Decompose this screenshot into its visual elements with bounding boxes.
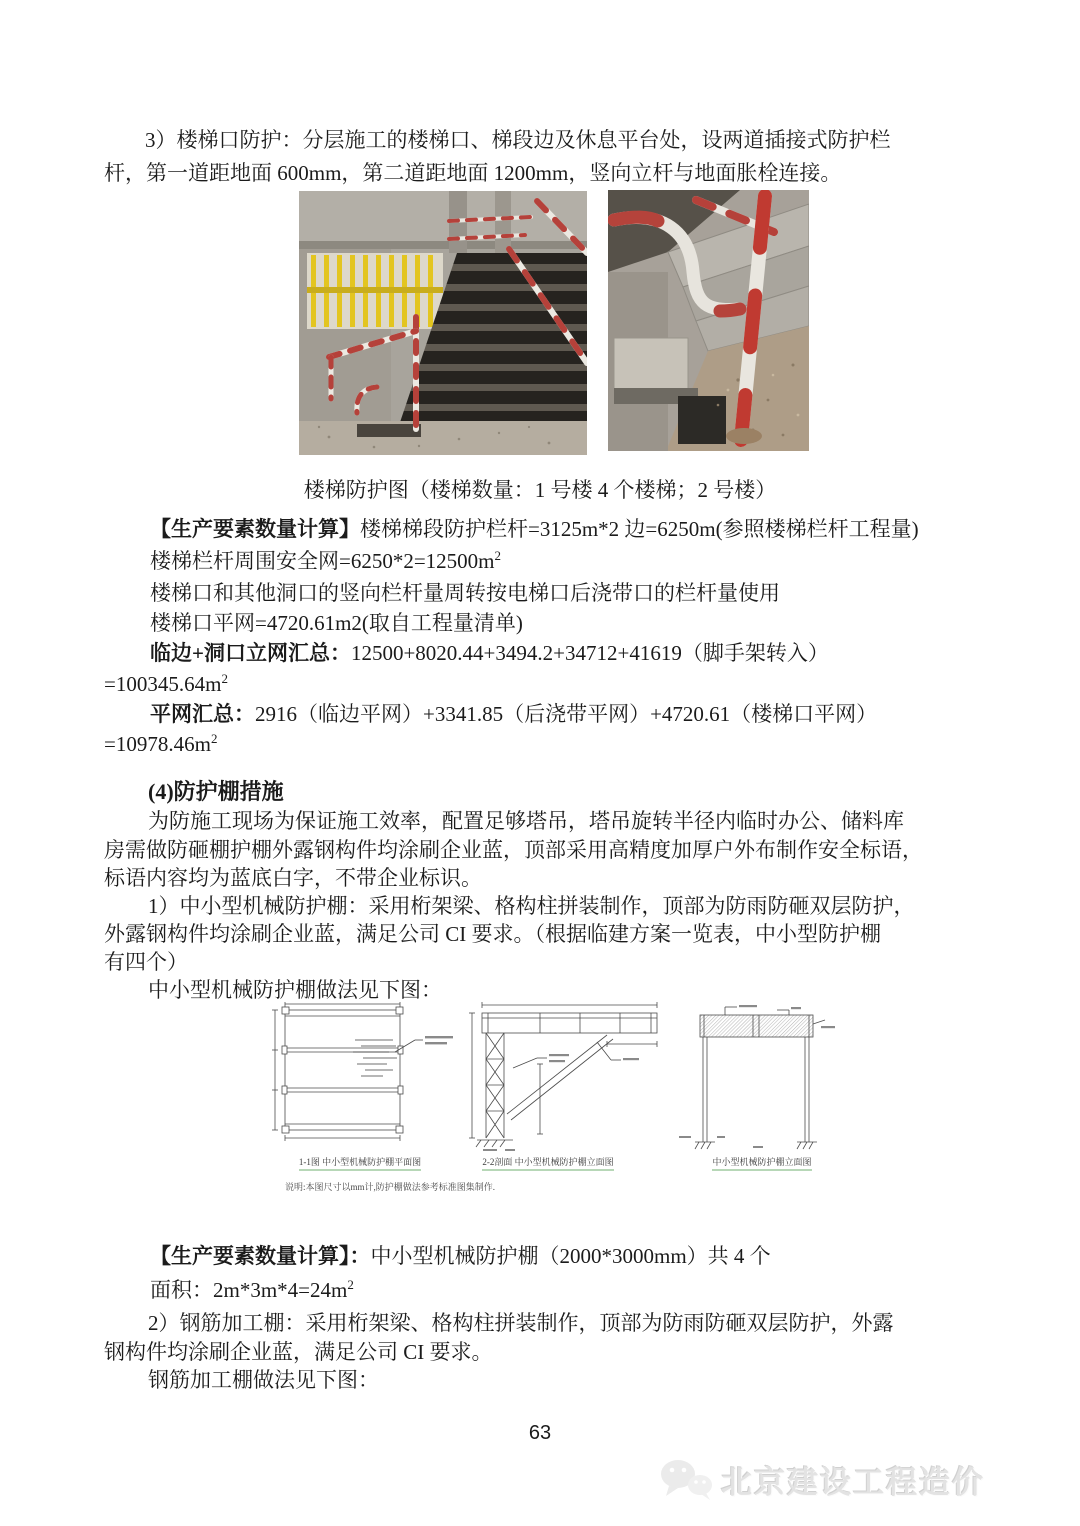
calc-line-edge-sum: 临边+洞口立网汇总：12500+8020.44+3494.2+34712+41619（脚手架转入） (150, 641, 829, 665)
area-line: 面积：$2m*3m*4=24m^2$ (150, 1277, 354, 1302)
calc-line-flat-total: $=10978.46m^2$ (104, 731, 218, 756)
superscript-2: 2 (221, 671, 228, 686)
watermark-text: 北京建设工程造价 (721, 1464, 985, 1500)
calc-line-flat-net: 楼梯口平网=4720.61m2(取自工程量清单) (150, 611, 523, 635)
shed-item1-line1: 1）中小型机械防护棚：采用桁架梁、格构柱拼装制作，顶部为防雨防砸双层防护， (148, 894, 915, 918)
superscript-2: 2 (347, 1277, 354, 1292)
shed-item2-line1: 2）钢筋加工棚：采用桁架梁、格构柱拼装制作，顶部为防雨防砸双层防护，外露 (148, 1311, 894, 1335)
superscript-2: 2 (494, 548, 502, 563)
page-number: 63 (528, 1422, 552, 1444)
section-heading: (4)防护棚措施 (148, 779, 284, 804)
shed-drawings (255, 1002, 835, 1159)
calc-line-flat-sum: 平网汇总：2916（临边平网）+3341.85（后浇带平网）+4720.61（楼梯口平网） (150, 702, 878, 726)
calc2-line: 【生产要素数量计算】：中小型机械防护棚（2000*3000mm）共 4 个 (150, 1244, 771, 1268)
watermark (657, 1456, 985, 1502)
calc-line-railing: 【生产要素数量计算】楼梯梯段防护栏杆=3125m*2 边=6250m(参照楼梯栏杆工程量) (150, 517, 919, 541)
drawing-caption-2: 2-2剖面 中小型机械防护棚立面图 (448, 1155, 648, 1171)
front-elevation-drawing (679, 1005, 835, 1149)
side-elevation-drawing (469, 1002, 657, 1151)
stair-photo-right (608, 190, 809, 456)
shed-para-line1: 为防施工现场为保证施工效率，配置足够塔吊，塔吊旋转半径内临时办公、储料库 (148, 809, 904, 833)
photo-caption: 楼梯防护图（楼梯数量：1 号楼 4 个楼梯；2 号楼） (303, 478, 777, 502)
shed-para-line3: 标语内容均为蓝底白字，不带企业标识。 (104, 866, 482, 890)
calc-line-edge-total: $=100345.64m^2$ (104, 671, 228, 696)
calc-label: 【生产要素数量计算】 (150, 517, 360, 541)
shed-para-line2: 房需做防砸棚护棚外露钢构件均涂刷企业蓝，顶部采用高精度加厚户外布制作安全标语， (104, 838, 923, 862)
drawing-note: 说明:本图尺寸以mm计,防护棚做法参考标准图集制作. (285, 1182, 496, 1192)
drawing-caption-3: 中小型机械防护棚立面图 (672, 1155, 852, 1171)
drawing-caption-1: 1-1图 中小型机械防护棚平面图 (270, 1155, 450, 1171)
edge-sum-label: 临边+洞口立网汇总： (150, 641, 351, 665)
stair-para-line1: 3）楼梯口防护：分层施工的楼梯口、梯段边及休息平台处，设两道插接式防护栏 (145, 128, 891, 152)
shed-item1-line2: 外露钢构件均涂刷企业蓝，满足公司 CI 要求。（根据临建方案一览表，中小型防护棚 (104, 922, 881, 946)
shed-drawings-graphic (255, 1002, 835, 1154)
stair-photo-left (299, 191, 587, 460)
calc2-label: 【生产要素数量计算】： (150, 1244, 371, 1268)
shed-item2-line2: 钢构件均涂刷企业蓝，满足公司 CI 要求。 (104, 1340, 493, 1364)
see-figure-2: 钢筋加工棚做法见下图： (148, 1368, 379, 1392)
superscript-2: 2 (210, 731, 218, 746)
stair-para-line2: 杆，第一道距地面 600mm，第二道距地面 1200mm，竖向立杆与地面胀栓连接。 (104, 161, 842, 185)
flat-sum-label: 平网汇总： (150, 702, 255, 726)
calc-line-reuse: 楼梯口和其他洞口的竖向栏杆量周转按电梯口后浇带口的栏杆量使用 (150, 581, 780, 605)
wechat-icon (657, 1456, 715, 1502)
stair-photo-right-graphic (608, 190, 809, 451)
see-figure-1: 中小型机械防护棚做法见下图： (148, 978, 442, 1002)
shed-item1-line3: 有四个） (104, 950, 188, 974)
plan-view-drawing (272, 1002, 453, 1141)
calc-line-safety-net: 楼梯栏杆周围安全网$=6250*2=12500m^2$ (150, 548, 502, 573)
stair-photo-left-graphic (299, 191, 587, 455)
